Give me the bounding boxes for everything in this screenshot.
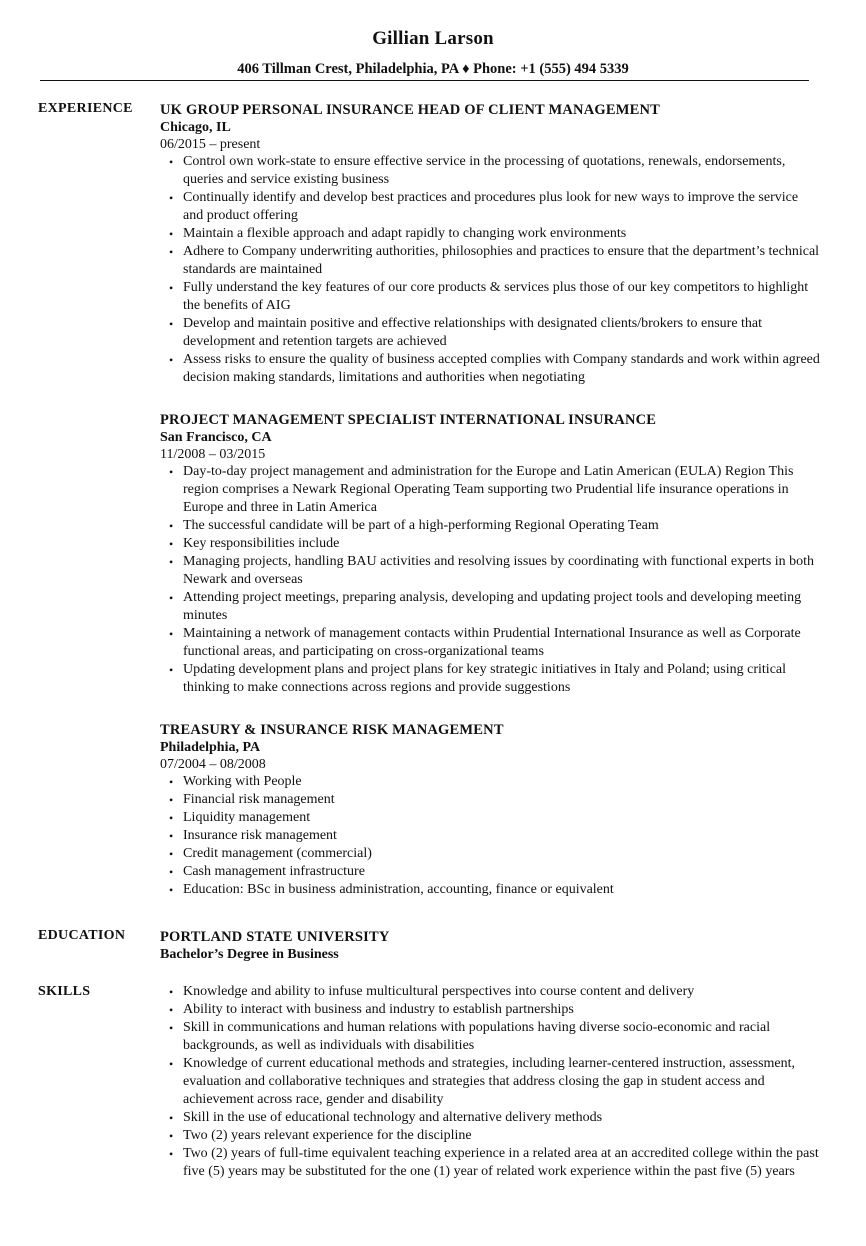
skills-heading: SKILLS (38, 984, 91, 999)
degree: Bachelor’s Degree in Business (160, 947, 339, 962)
list-item: • Education: BSc in business administration, accounting, finance or equivalent (160, 881, 820, 899)
list-item: • Assess risks to ensure the quality of business accepted complies with Company standards and work within agreed decision making standards, limitations and authorities when negotiating (160, 351, 820, 387)
list-item: • Cash management infrastructure (160, 863, 820, 881)
job-entry-1 (160, 101, 820, 387)
job-title: PROJECT MANAGEMENT SPECIALIST INTERNATIONAL INSURANCE (160, 412, 657, 428)
list-item: • The successful candidate will be part of a high-performing Regional Operating Team (160, 517, 820, 535)
list-item: • Managing projects, handling BAU activities and resolving issues by coordinating with functional experts in both Newark and overseas (160, 553, 820, 589)
list-item: • Knowledge of current educational methods and strategies, including learner-centered instruction, assessment, evaluation and collaborative techniques and strategies that address closing the gap in student access and achievement across race, gender and disability (160, 1055, 820, 1109)
job-title: TREASURY & INSURANCE RISK MANAGEMENT (160, 722, 504, 738)
list-item: • Fully understand the key features of our core products & services plus those of our key competitors to highlight the benefits of AIG (160, 279, 820, 315)
education-heading: EDUCATION (38, 928, 126, 943)
list-item: • Knowledge and ability to infuse multicultural perspectives into course content and delivery (160, 983, 820, 1001)
list-item: • Control own work-state to ensure effective service in the processing of quotations, renewals, endorsements, queries and service existing business (160, 153, 820, 189)
list-item: • Skill in communications and human relations with populations having diverse socio-economic and racial backgrounds, as well as individuals with disabilities (160, 1019, 820, 1055)
list-item: • Day-to-day project management and administration for the Europe and Latin American (EULA) Region This region comprises a Newark Regional Operating Team supporting two Prudential life insurance operations in Europe and three in Latin America (160, 463, 820, 517)
job-bullets (160, 463, 820, 697)
education-entry (160, 928, 820, 963)
job-entry-2 (160, 411, 820, 697)
list-item: • Develop and maintain positive and effective relationships with designated clients/brokers to ensure that development and retention targets are achieved (160, 315, 820, 351)
contact-line: 406 Tillman Crest, Philadelphia, PA ♦ Phone: +1 (555) 494 5339 (237, 61, 629, 77)
job-title: UK GROUP PERSONAL INSURANCE HEAD OF CLIENT MANAGEMENT (160, 102, 661, 118)
job-entry-3 (160, 721, 820, 899)
list-item: • Maintaining a network of management contacts within Prudential International Insurance as well as Corporate functional areas, and participating on cross-organizational teams (160, 625, 820, 661)
list-item: • Ability to interact with business and industry to establish partnerships (160, 1001, 820, 1019)
list-item: • Insurance risk management (160, 827, 820, 845)
list-item: • Credit management (commercial) (160, 845, 820, 863)
skills-list-block (160, 983, 820, 1181)
list-item: • Updating development plans and project plans for key strategic initiatives in Italy and Poland; using critical thinking to make connections across regions and provide suggestions (160, 661, 820, 697)
candidate-name: Gillian Larson (372, 28, 494, 49)
skills-list (160, 983, 820, 1181)
list-item: • Working with People (160, 773, 820, 791)
job-bullets (160, 153, 820, 387)
job-bullets (160, 773, 820, 899)
job-location: Chicago, IL (160, 120, 231, 135)
job-location: San Francisco, CA (160, 430, 272, 445)
job-dates: 11/2008 – 03/2015 (160, 447, 266, 462)
list-item: • Skill in the use of educational technology and alternative delivery methods (160, 1109, 820, 1127)
job-dates: 06/2015 – present (160, 137, 261, 152)
job-dates: 07/2004 – 08/2008 (160, 757, 266, 772)
list-item: • Two (2) years relevant experience for the discipline (160, 1127, 820, 1145)
experience-heading: EXPERIENCE (38, 101, 133, 116)
list-item: • Financial risk management (160, 791, 820, 809)
list-item: • Continually identify and develop best practices and procedures plus look for new ways to improve the service and product offering (160, 189, 820, 225)
list-item: • Attending project meetings, preparing analysis, developing and updating project tools and developing meeting minutes (160, 589, 820, 625)
job-location: Philadelphia, PA (160, 740, 261, 755)
list-item: • Adhere to Company underwriting authorities, philosophies and practices to ensure that the department’s technical standards are maintained (160, 243, 820, 279)
list-item: • Key responsibilities include (160, 535, 820, 553)
school-name: PORTLAND STATE UNIVERSITY (160, 929, 390, 945)
list-item: • Two (2) years of full-time equivalent teaching experience in a related area at an accredited college within the past five (5) years may be substituted for the one (1) year of related work experience within the past five (5) years (160, 1145, 820, 1181)
header-divider (40, 80, 809, 81)
list-item: • Liquidity management (160, 809, 820, 827)
list-item: • Maintain a flexible approach and adapt rapidly to changing work environments (160, 225, 820, 243)
